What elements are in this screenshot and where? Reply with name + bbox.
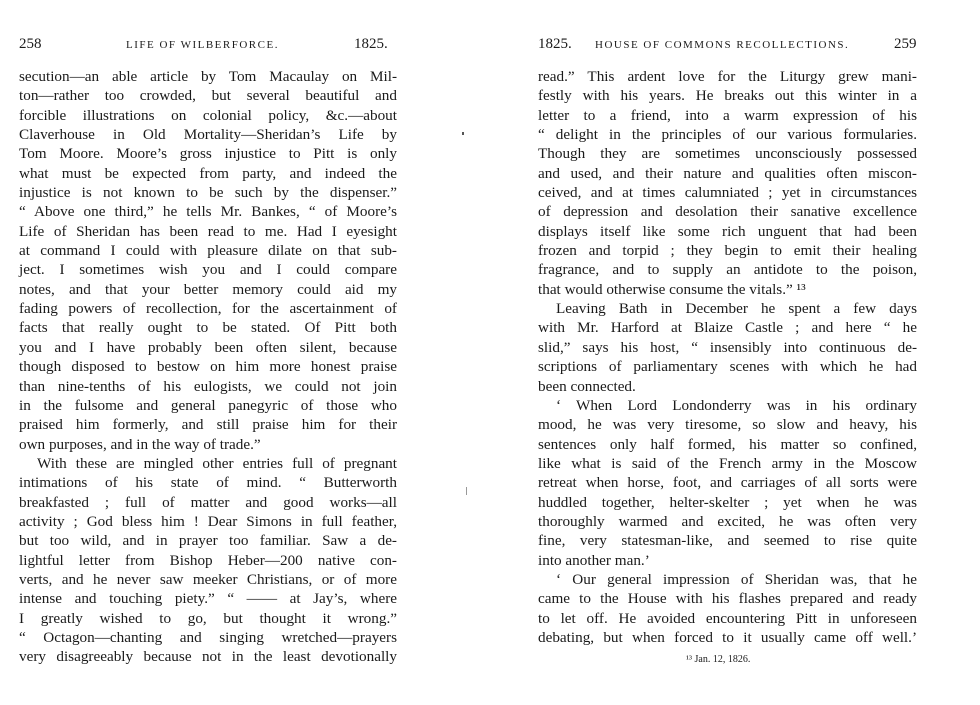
text-line: at command I could with pleasure dilate on that sub- [19,242,397,260]
text-line: Tom Moore. Moore’s gross injustice to Pitt is only [19,145,397,163]
text-line: that would otherwise consume the vitals.” ¹³ [538,280,806,298]
text-line: fine, very statesman-like, and seemed to rise quite [538,532,917,550]
text-line: Life of Sheridan has been read to me. Had I eyesight [19,222,397,240]
text-line: own purposes, and in the way of trade.” [19,435,261,453]
text-line: to let off. He avoided encountering Pitt in unforeseen [538,609,917,627]
text-line: displays itself like some rich unguent that had been [538,222,917,240]
text-line: fading powers of recollection, for the ascertainment of [19,300,397,318]
text-line: came to the House with his flashes prepared and ready [538,590,917,608]
text-line: debating, but when forced to it usually came off well.’ [538,628,917,646]
scan-speck [462,132,464,135]
text-line: huddled together, helter-skelter ; yet when he was [538,493,917,511]
text-line: With these are mingled other entries full of pregnant [37,454,397,472]
text-line: secution—an able article by Tom Macaulay on Mil- [19,68,397,85]
text-line: notes, and that your better memory could aid my [19,280,397,298]
text-line: than nine-tenths of his eulogists, we could not join [19,377,397,395]
text-line: praised him formerly, and still praise him for their [19,416,397,434]
text-line: been connected. [538,377,636,395]
text-line: ject. I sometimes wish you and I could compare [19,261,397,279]
right-year: 1825. [538,36,572,52]
footnote: ¹³ Jan. 12, 1826. [686,654,751,665]
text-line: verts, and he never saw meeker Christians, or of more [19,570,397,588]
text-line: in the fulsome and general panegyric of those who [19,396,397,414]
text-line: “ Octagon—chanting and singing wretched—prayers [19,628,397,646]
left-running-title: LIFE OF WILBERFORCE. [126,39,279,51]
text-line: into another man.’ [538,551,650,569]
text-line: scriptions of parliamentary scenes with which he had [538,358,917,376]
text-line: but too wild, and in prayer too familiar. Saw a de- [19,532,397,550]
right-body-text [538,67,917,647]
text-line: forcible illustrations on colonial policy, &c.—about [19,106,397,124]
text-line: of depression and desolation their sanative excellence [538,203,917,221]
text-line: sentences only half formed, his matter so confined, [538,435,917,453]
text-line: ‘ When Lord Londonderry was in his ordinary [556,396,917,414]
text-line: festly with his years. He breaks out this winter in a [538,87,917,105]
text-line: like what is said of the French army in the Moscow [538,454,917,472]
text-line: ‘ Our general impression of Sheridan was, that he [556,570,917,588]
text-line: mood, he was very tiresome, so slow and heavy, his [538,416,917,434]
text-line: with Mr. Harford at Blaize Castle ; and here “ he [538,319,917,337]
text-line: Though they are sometimes unconsciously possessed [538,145,917,163]
text-line: frozen and torpid ; they begin to emit their healing [538,242,917,260]
right-page [500,0,980,705]
gutter-mark [466,487,467,495]
text-line: “ Above one third,” he tells Mr. Bankes, “ of Moore’s [19,203,397,221]
text-line: thoroughly warmed and excited, he was often very [538,512,917,530]
text-line: you and I have probably been often silent, because [19,338,397,356]
text-line: fragrance, and to supply an antidote to the poison, [538,261,917,279]
text-line: intimations of his state of mind. “ Butterworth [19,474,397,492]
text-line: Leaving Bath in December he spent a few days [556,300,917,318]
text-line: and used, and their nature and qualities often miscon- [538,164,917,182]
text-line: Claverhouse in Old Mortality—Sheridan’s Life by [19,126,397,144]
text-line: read.” This ardent love for the Liturgy grew mani- [538,68,917,85]
text-line: lightful letter from Bishop Heber—200 native con- [19,551,397,569]
text-line: injustice is not known to be such by the dispenser.” [19,184,397,202]
text-line: I greatly wished to go, but thought it wrong.” [19,609,397,627]
text-line: ton—rather too crowded, but several beautiful and [19,87,397,105]
right-page-number: 259 [894,36,917,52]
right-running-title: HOUSE OF COMMONS RECOLLECTIONS. [595,39,850,51]
left-year: 1825. [354,36,388,52]
text-line: letter to a friend, into a warm expression of his [538,106,917,124]
text-line: retreat when horse, foot, and carriages of all sorts were [538,474,917,492]
text-line: very disagreeably because not in the least devotionally [19,648,397,666]
text-line: activity ; God bless him ! Dear Simons in full feather, [19,512,397,530]
text-line: what must be expected from party, and indeed the [19,164,397,182]
text-line: slid,” says his host, “ insensibly into continuous de- [538,338,917,356]
left-page [0,0,470,705]
text-line: “ delight in the principles of our various formularies. [538,126,917,144]
text-line: though disposed to bestow on him more honest praise [19,358,397,376]
text-line: ceived, and at times calumniated ; yet in circumstances [538,184,917,202]
text-line: intense and touching piety.” “ —— at Jay’s, where [19,590,397,608]
text-line: breakfasted ; full of matter and good works—all [19,493,397,511]
left-page-number: 258 [19,36,42,52]
text-line: facts that really ought to be stated. Of Pitt both [19,319,397,337]
left-body-text [19,67,397,667]
